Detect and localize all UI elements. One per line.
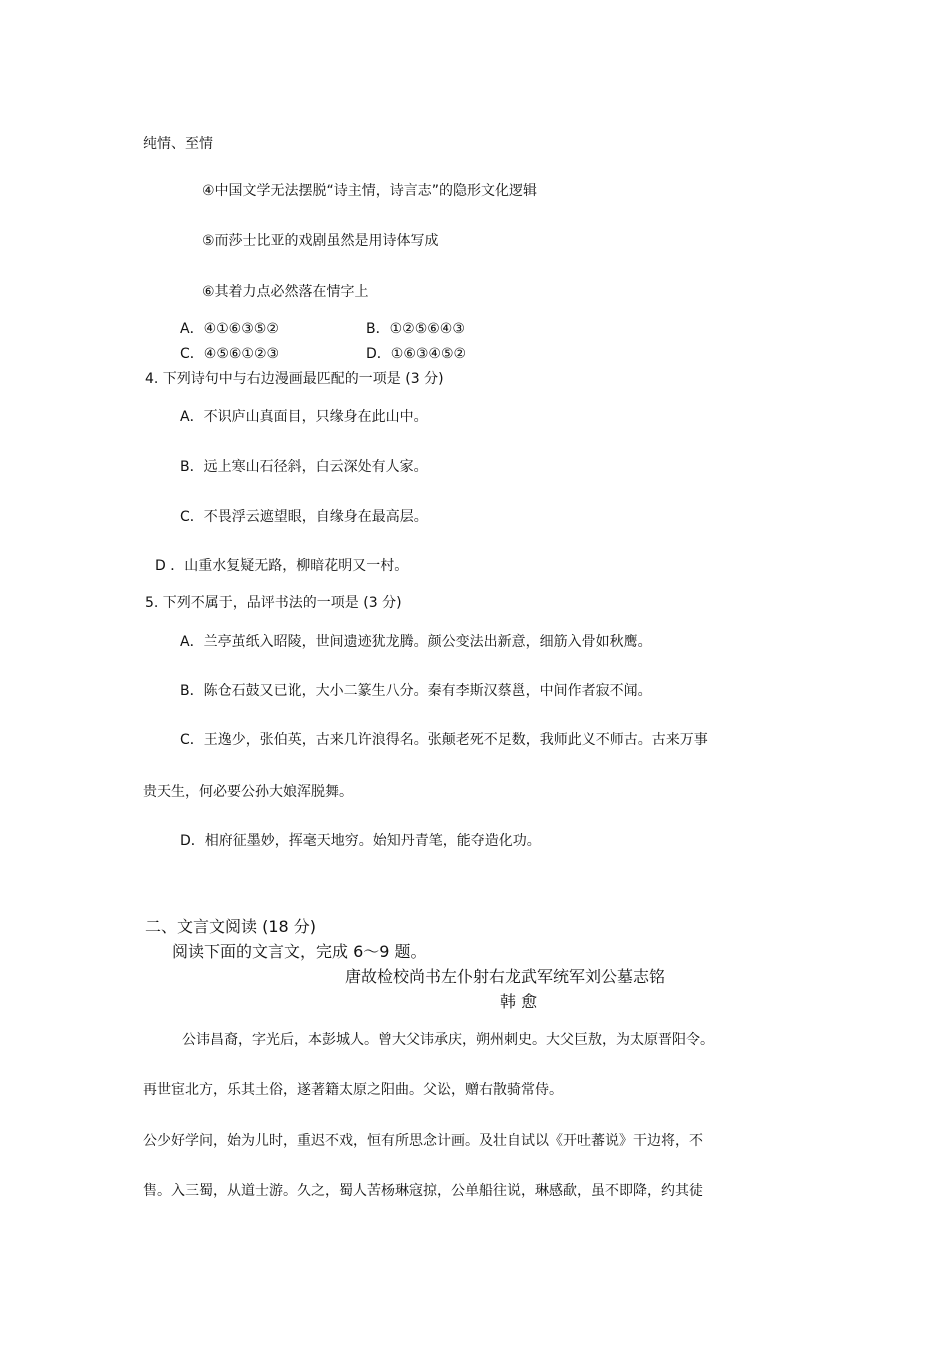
text-line: ④中国文学无法摆脱“诗主情，诗言志”的隐形文化逻辑 bbox=[202, 183, 538, 199]
paragraph-line: 公讳昌裔，字光后，本彭城人。曾大父讳承庆，朔州刺史。大父巨敖，为太原晋阳令。 bbox=[182, 1032, 714, 1048]
option-c: C．不畏浮云遮望眼，自缘身在最高层。 bbox=[180, 509, 428, 525]
paragraph-line: 公少好学问，始为儿时，重迟不戏，恒有所思念计画。及壮自试以《开吐蕃说》干边将，不 bbox=[143, 1133, 703, 1149]
option-d: D．相府征墨妙，挥毫天地穷。始知丹青笔，能夺造化功。 bbox=[180, 833, 541, 849]
paragraph-line: 售。入三蜀，从道士游。久之，蜀人苦杨琳寇掠，公单船往说，琳感歃，虽不即降，约其徒 bbox=[143, 1183, 703, 1199]
option-a: A．兰亭茧纸入昭陵，世间遗迹犹龙腾。颜公变法出新意，细筋入骨如秋鹰。 bbox=[180, 634, 652, 650]
text-line: ⑤而莎士比亚的戏剧虽然是用诗体写成 bbox=[202, 233, 439, 249]
article-author: 韩 愈 bbox=[500, 992, 538, 1011]
option-d: D．①⑥③④⑤② bbox=[366, 346, 467, 362]
paragraph-line: 再世宦北方，乐其土俗，遂著籍太原之阳曲。父讼，赠右散骑常侍。 bbox=[143, 1082, 563, 1098]
option-a: A．④①⑥③⑤② bbox=[180, 321, 279, 337]
text-line: 纯情、至情 bbox=[143, 136, 213, 152]
text-line: ⑥其着力点必然落在情字上 bbox=[202, 284, 369, 300]
option-d: D ．山重水复疑无路，柳暗花明又一村。 bbox=[155, 558, 409, 574]
option-a: A．不识庐山真面目，只缘身在此山中。 bbox=[180, 409, 428, 425]
section-intro: 阅读下面的文言文，完成 6～9 题。 bbox=[172, 942, 427, 961]
option-b: B．远上寒山石径斜，白云深处有人家。 bbox=[180, 459, 428, 475]
option-b: B．①②⑤⑥④③ bbox=[366, 321, 465, 337]
question-5: 5. 下列不属于，品评书法的一项是 (3 分) bbox=[145, 595, 402, 611]
question-4: 4. 下列诗句中与右边漫画最匹配的一项是 (3 分) bbox=[145, 371, 444, 387]
option-c-continued: 贵天生，何必要公孙大娘浑脱舞。 bbox=[143, 784, 353, 800]
section-heading: 二、文言文阅读 (18 分) bbox=[145, 917, 317, 936]
article-title: 唐故检校尚书左仆射右龙武军统军刘公墓志铭 bbox=[345, 967, 666, 986]
option-b: B．陈仓石鼓又已讹，大小二篆生八分。秦有李斯汉蔡邕，中间作者寂不闻。 bbox=[180, 683, 652, 699]
option-c: C．王逸少，张伯英，古来几许浪得名。张颠老死不足数，我师此义不师古。古来万事 bbox=[180, 732, 708, 748]
option-c: C．④⑤⑥①②③ bbox=[180, 346, 280, 362]
